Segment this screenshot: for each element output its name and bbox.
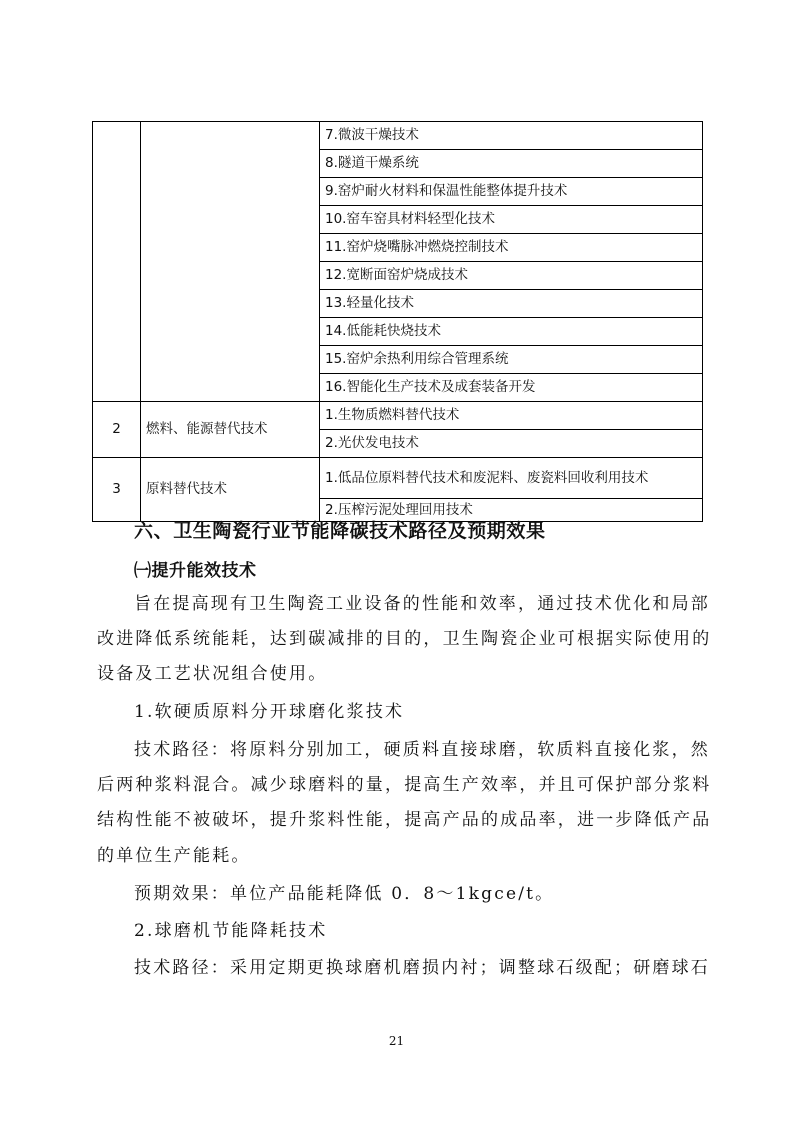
- table-item: 12.宽断面窑炉烧成技术: [320, 262, 703, 290]
- body-text-line: 技术路径：采用定期更换球磨机磨损内衬；调整球石级配；研磨球石: [134, 958, 710, 978]
- table-item: 14.低能耗快烧技术: [320, 318, 703, 346]
- table-item: 1.生物质燃料替代技术: [320, 402, 703, 430]
- page-number: 21: [388, 1034, 405, 1048]
- table-category: 燃料、能源替代技术: [141, 402, 320, 458]
- body-text-line: 后两种浆料混合。减少球磨料的量，提高生产效率，并且可保护部分浆料: [97, 775, 712, 795]
- table-row-number: 2: [93, 402, 141, 458]
- table-item: 13.轻量化技术: [320, 290, 703, 318]
- table-item: 8.隧道干燥系统: [320, 150, 703, 178]
- subsection-heading: ㈠提升能效技术: [134, 561, 257, 581]
- table-item: 16.智能化生产技术及成套装备开发: [320, 374, 703, 402]
- table-item: 10.窑车窑具材料轻型化技术: [320, 206, 703, 234]
- section-heading: 六、卫生陶瓷行业节能降碳技术路径及预期效果: [134, 520, 546, 542]
- table-item: 2.压榨污泥处理回用技术: [320, 499, 703, 522]
- table-cell-num-empty: [93, 122, 141, 402]
- body-text-line: 预期效果：单位产品能耗降低 0．8～1kgce/t。: [134, 884, 555, 904]
- technology-table: [92, 121, 703, 522]
- item-title: 1.软硬质原料分开球磨化浆技术: [134, 702, 405, 722]
- body-text-line: 设备及工艺状况组合使用。: [97, 664, 328, 684]
- item-title: 2.球磨机节能降耗技术: [134, 921, 328, 941]
- body-text-line: 技术路径：将原料分别加工，硬质料直接球磨，软质料直接化浆，然: [134, 740, 710, 760]
- table-item: 2.光伏发电技术: [320, 430, 703, 458]
- table-row-number: 3: [93, 458, 141, 522]
- table-item: 1.低品位原料替代技术和废泥料、废瓷料回收利用技术: [320, 458, 703, 499]
- table-category: 原料替代技术: [141, 458, 320, 522]
- body-text-line: 的单位生产能耗。: [97, 846, 251, 866]
- table-cell-category-empty: [141, 122, 320, 402]
- table-item: 9.窑炉耐火材料和保温性能整体提升技术: [320, 178, 703, 206]
- body-text-line: 改进降低系统能耗，达到碳减排的目的，卫生陶瓷企业可根据实际使用的: [97, 629, 712, 649]
- table-item: 15.窑炉余热利用综合管理系统: [320, 346, 703, 374]
- table-item: 7.微波干燥技术: [320, 122, 703, 150]
- body-text-line: 旨在提高现有卫生陶瓷工业设备的性能和效率，通过技术优化和局部: [134, 594, 710, 614]
- table-item: 11.窑炉烧嘴脉冲燃烧控制技术: [320, 234, 703, 262]
- body-text-line: 结构性能不被破坏，提升浆料性能，提高产品的成品率，进一步降低产品: [97, 810, 712, 830]
